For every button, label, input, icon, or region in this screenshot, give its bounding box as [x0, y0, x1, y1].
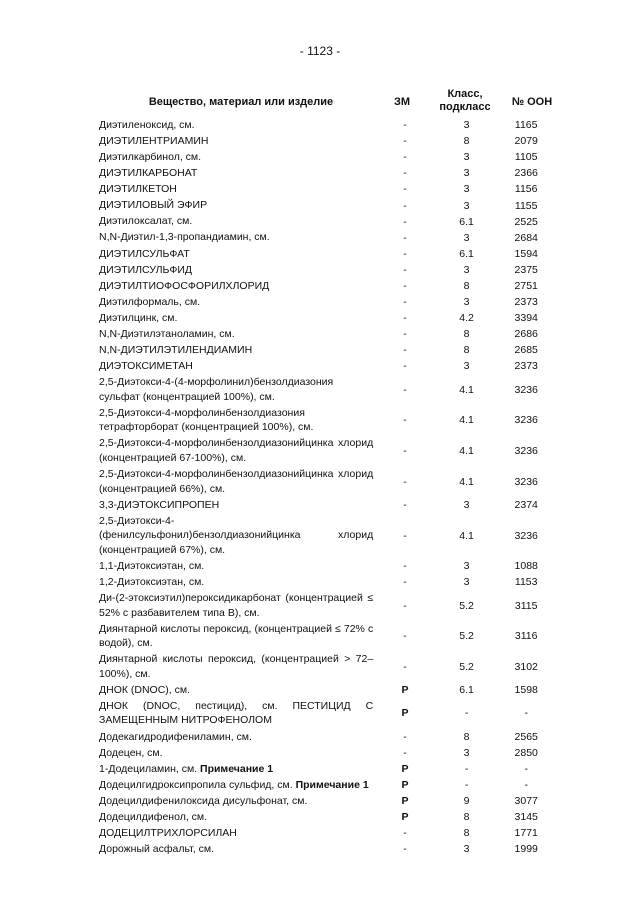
un-number-value: 3102 — [514, 660, 538, 673]
class-value: 8 — [463, 279, 470, 292]
substance-name: N,N-ДИЭТИЛЭТИЛЕНДИАМИН — [99, 344, 253, 357]
table-row — [99, 149, 556, 165]
substance-name: Додецилдифенол, см. — [99, 810, 208, 823]
header-zm: ЗМ — [393, 96, 411, 108]
header-un-number: № ООН — [511, 96, 553, 108]
substance-name: Додецилдифенилоксида дисульфонат, см. — [99, 794, 308, 807]
class-value: 3 — [463, 263, 470, 276]
zm-value: - — [403, 135, 407, 148]
class-value: 9 — [463, 795, 470, 808]
class-value: 3 — [463, 360, 470, 373]
substance-name: ДНОК (DNOC, пестицид), см. ПЕСТИЦИД С ЗАМЕЩЕННЫМ НИТРОФЕНОЛОМ — [99, 699, 374, 727]
substance-name: 3,3-ДИЭТОКСИПРОПЕН — [99, 498, 220, 511]
note-reference: Примечание 1 — [295, 778, 369, 791]
table-row — [99, 117, 556, 133]
un-number-value: 3236 — [514, 475, 538, 488]
un-number-value: 1999 — [514, 843, 538, 856]
class-value: 8 — [463, 135, 470, 148]
substance-name: ДОДЕЦИЛТРИХЛОРСИЛАН — [99, 827, 237, 840]
table-row — [99, 729, 556, 745]
zm-value: P — [401, 795, 409, 808]
class-value: 3 — [463, 231, 470, 244]
class-value: 3 — [463, 199, 470, 212]
class-value: 4.1 — [459, 444, 474, 457]
un-number-value: 2373 — [514, 296, 538, 309]
substance-name: ДИЭТИЛЕНТРИАМИН — [99, 134, 209, 147]
zm-value: - — [403, 599, 407, 612]
un-number-value: 1088 — [514, 560, 538, 573]
class-value: 4.1 — [459, 383, 474, 396]
class-value: 3 — [463, 498, 470, 511]
table-row — [99, 165, 556, 181]
class-value: 3 — [463, 576, 470, 589]
substance-name: 1,2-Диэтоксиэтан, см. — [99, 575, 205, 588]
substance-name: ДИЭТИЛКЕТОН — [99, 183, 177, 196]
class-value: 5.2 — [459, 660, 474, 673]
substance-name: Диянтарной кислоты пероксид, (концентрацией ≤ 72% с водой), см. — [99, 622, 374, 650]
zm-value: - — [403, 444, 407, 457]
table-row — [99, 197, 556, 213]
un-number-value: 3236 — [514, 383, 538, 396]
class-value: 8 — [463, 730, 470, 743]
header-class-line1: Класс, — [447, 88, 483, 100]
un-number-value: 2850 — [514, 746, 538, 759]
class-value: 6.1 — [459, 684, 474, 697]
un-number-value: 2079 — [514, 135, 538, 148]
table-row — [99, 793, 556, 809]
class-value: 5.2 — [459, 630, 474, 643]
substance-name: ДИЭТИЛСУЛЬФИД — [99, 263, 193, 276]
un-number-value: 3236 — [514, 414, 538, 427]
class-value: 4.2 — [459, 312, 474, 325]
un-number-value: 1155 — [514, 199, 538, 212]
class-value: 3 — [463, 183, 470, 196]
zm-value: - — [403, 560, 407, 573]
substance-name: 2,5-Диэтокси-4-(фенилсульфонил)бензолдиазонийцинка хлорид (концентрацией 67%), см. — [99, 514, 374, 556]
zm-value: - — [403, 529, 407, 542]
zm-value: - — [403, 263, 407, 276]
zm-value: P — [401, 762, 409, 775]
substance-name: Диэтилкарбинол, см. — [99, 150, 202, 163]
un-number-value: 2373 — [514, 360, 538, 373]
table-row — [99, 405, 556, 436]
un-number-value: 1594 — [514, 247, 538, 260]
un-number-value: - — [524, 707, 528, 720]
table-row — [99, 466, 556, 497]
class-value: 3 — [463, 167, 470, 180]
un-number-value: 1153 — [514, 576, 538, 589]
un-number-value: 2374 — [514, 498, 538, 511]
zm-value: P — [401, 684, 409, 697]
table-row — [99, 294, 556, 310]
table-row — [99, 574, 556, 590]
zm-value: - — [403, 199, 407, 212]
substance-name: 2,5-Диэтокси-4-морфолинбензолдиазония тетрафторборат (концентрацией 100%), см. — [99, 406, 314, 434]
table-row — [99, 436, 556, 467]
substance-name: 2,5-Диэтокси-4-морфолинбензолдиазонийцинка хлорид (концентрацией 66%), см. — [99, 468, 374, 495]
zm-value: - — [403, 296, 407, 309]
substance-name: 2,5-Диэтокси-4-морфолинбензолдиазонийцинка хлорид (концентрацией 67-100%), см. — [99, 437, 374, 464]
table-row — [99, 513, 556, 558]
substance-name: Додекагидродифениламин, см. — [99, 730, 252, 743]
table-row — [99, 375, 556, 406]
class-value: 8 — [463, 827, 470, 840]
zm-value: P — [401, 779, 409, 792]
substance-name: Диэтилоксалат, см. — [99, 215, 193, 228]
zm-value: - — [403, 167, 407, 180]
class-value: 8 — [463, 811, 470, 824]
substance-table — [99, 117, 556, 857]
un-number-value: 2375 — [514, 263, 538, 276]
class-value: 3 — [463, 560, 470, 573]
substance-name: Додецен, см. — [99, 746, 163, 759]
un-number-value: 3115 — [514, 599, 538, 612]
class-value: 3 — [463, 843, 470, 856]
zm-value: - — [403, 383, 407, 396]
substance-name: Дорожный асфальт, см. — [99, 843, 214, 856]
zm-value: - — [403, 119, 407, 132]
substance-name: ДИЭТИЛТИОФОСФОРИЛХЛОРИД — [99, 279, 270, 292]
substance-name: ДНОК (DNOC), см. — [99, 683, 191, 696]
class-value: 8 — [463, 344, 470, 357]
note-reference: Примечание 1 — [200, 762, 274, 775]
zm-value: - — [403, 746, 407, 759]
zm-value: - — [403, 475, 407, 488]
zm-value: - — [403, 247, 407, 260]
zm-value: - — [403, 328, 407, 341]
class-value: 6.1 — [459, 247, 474, 260]
un-number-value: 3116 — [514, 630, 538, 643]
zm-value: - — [403, 215, 407, 228]
substance-name: Диэтиленоксид, см. — [99, 118, 195, 131]
substance-name: Диянтарной кислоты пероксид, (концентрацией > 72–100%), см. — [99, 653, 374, 680]
un-number-value: 2525 — [514, 215, 538, 228]
table-row — [99, 262, 556, 278]
un-number-value: 1105 — [514, 151, 538, 164]
table-row — [99, 651, 556, 682]
zm-value: - — [403, 279, 407, 292]
class-value: 3 — [463, 151, 470, 164]
un-number-value: 2565 — [514, 730, 538, 743]
zm-value: - — [403, 312, 407, 325]
zm-value: P — [401, 811, 409, 824]
class-value: - — [464, 779, 469, 792]
table-row — [99, 809, 556, 825]
substance-name: ДИЭТИЛКАРБОНАТ — [99, 167, 198, 180]
table-row — [99, 698, 556, 729]
substance-name: N,N-Диэтилэтаноламин, см. — [99, 328, 235, 341]
un-number-value: - — [524, 779, 528, 792]
table-row — [99, 342, 556, 358]
table-row — [99, 841, 556, 857]
zm-value: - — [403, 183, 407, 196]
un-number-value: - — [524, 762, 528, 775]
class-value: - — [464, 707, 469, 720]
class-value: 3 — [463, 119, 470, 132]
un-number-value: 1156 — [514, 183, 538, 196]
substance-name: Ди-(2-этоксиэтил)пероксидикарбонат (концентрацией ≤ 52% с разбавителем типа В), см. — [99, 592, 374, 619]
table-row — [99, 358, 556, 374]
un-number-value: 2366 — [514, 167, 538, 180]
table-row — [99, 326, 556, 342]
class-value: 4.1 — [459, 414, 474, 427]
table-row — [99, 214, 556, 230]
table-row — [99, 181, 556, 197]
table-row — [99, 745, 556, 761]
substance-name: 2,5-Диэтокси-4-(4-морфолинил)бензолдиазония сульфат (концентрацией 100%), см. — [99, 376, 334, 403]
un-number-value: 3077 — [514, 795, 538, 808]
un-number-value: 1165 — [514, 119, 538, 132]
substance-name: Диэтилформаль, см. — [99, 295, 201, 308]
zm-value: - — [403, 843, 407, 856]
table-row — [99, 246, 556, 262]
substance-name: 1,1-Диэтоксиэтан, см. — [99, 559, 205, 572]
zm-value: - — [403, 360, 407, 373]
un-number-value: 1771 — [514, 827, 538, 840]
substance-name: ДИЭТИЛОВЫЙ ЭФИР — [99, 199, 208, 212]
substance-name: ДИЭТОКСИМЕТАН — [99, 360, 193, 373]
zm-value: P — [401, 707, 409, 720]
page-number: - 1123 - — [299, 44, 341, 58]
class-value: 3 — [463, 746, 470, 759]
un-number-value: 2684 — [514, 231, 538, 244]
table-row — [99, 278, 556, 294]
class-value: - — [464, 762, 469, 775]
table-row — [99, 497, 556, 513]
zm-value: - — [403, 344, 407, 357]
un-number-value: 2686 — [514, 328, 538, 341]
table-row — [99, 133, 556, 149]
un-number-value: 3394 — [514, 312, 538, 325]
substance-name: Диэтилцинк, см. — [99, 311, 178, 324]
un-number-value: 3236 — [514, 444, 538, 457]
class-value: 3 — [463, 296, 470, 309]
table-row — [99, 682, 556, 698]
un-number-value: 1598 — [514, 684, 538, 697]
substance-name: N,N-Диэтил-1,3-пропандиамин, см. — [99, 231, 270, 244]
zm-value: - — [403, 414, 407, 427]
substance-name: 1-Додециламин, см. Примечание 1 — [99, 762, 274, 775]
header-class-line2: подкласс — [439, 101, 491, 113]
class-value: 4.1 — [459, 475, 474, 488]
zm-value: - — [403, 730, 407, 743]
table-row — [99, 310, 556, 326]
table-row — [99, 825, 556, 841]
zm-value: - — [403, 151, 407, 164]
substance-name: Додецилгидроксипропила сульфид, см. Примечание 1 — [99, 778, 369, 791]
zm-value: - — [403, 827, 407, 840]
class-value: 5.2 — [459, 599, 474, 612]
zm-value: - — [403, 498, 407, 511]
header-class — [428, 88, 502, 114]
table-row — [99, 761, 556, 777]
table-row — [99, 230, 556, 246]
class-value: 6.1 — [459, 215, 474, 228]
substance-name: ДИЭТИЛСУЛЬФАТ — [99, 247, 190, 260]
class-value: 4.1 — [459, 529, 474, 542]
zm-value: - — [403, 231, 407, 244]
table-row — [99, 590, 556, 621]
un-number-value: 2751 — [514, 279, 538, 292]
un-number-value: 3145 — [514, 811, 538, 824]
zm-value: - — [403, 630, 407, 643]
table-row — [99, 621, 556, 652]
table-row — [99, 777, 556, 793]
header-substance: Вещество, материал или изделие — [148, 96, 334, 108]
un-number-value: 2685 — [514, 344, 538, 357]
un-number-value: 3236 — [514, 529, 538, 542]
zm-value: - — [403, 576, 407, 589]
class-value: 8 — [463, 328, 470, 341]
table-header — [96, 88, 556, 118]
zm-value: - — [403, 660, 407, 673]
table-row — [99, 558, 556, 574]
